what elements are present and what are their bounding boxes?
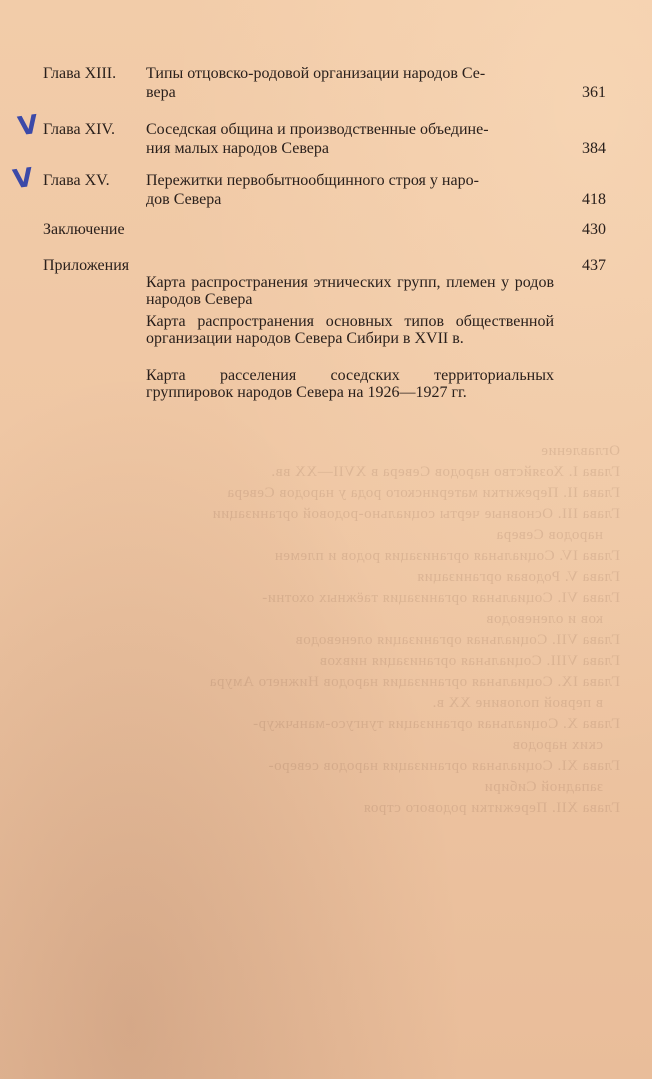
chapter-title: Соседская община и производственные объедине- bbox=[146, 121, 489, 138]
toc-entry-chapter-15 bbox=[0, 171, 652, 209]
chapter-title-continued: вера bbox=[146, 84, 176, 101]
bleed-through-text: Оглавление Глава I. Хозяйство народов Севера в XVII—XX вв. Глава II. Пережитки материнского рода у народов Севера Глава III. Основные черты социально-родовой организации народов Севера Глава IV. Социальная организация родов и племен Глава V. Родовая организация Глава VI. Социальная организация таёжных охотни- ков и оленеводов Глава VII. Социальная организация оленеводов Глава VIII. Социальная организация нивхов Глава IX. Социальная организация народов Нижнего Амура в первой половине XX в. Глава X. Социальная организация тунгусо-маньчжур- ских народов Глава XI. Социальная организация народов северо- западной Сибири Глава XII. Пережитки родового строя bbox=[209, 443, 620, 816]
appendix-item: Карта расселения соседских территориальных группировок народов Севера на 1926—1927 гг. bbox=[146, 367, 554, 401]
chapter-title-continued: дов Севера bbox=[146, 191, 222, 208]
toc-entry-chapter-14 bbox=[0, 120, 652, 158]
chapter-label: Глава XIII. bbox=[43, 65, 117, 82]
page-number: 437 bbox=[582, 257, 606, 274]
handwritten-check-mark: V bbox=[11, 162, 36, 196]
toc-entry-conclusion bbox=[0, 220, 652, 239]
appendix-item: Карта распространения основных типов общественной организации народов Севера Сибири в XVII в. bbox=[146, 313, 554, 347]
page-number: 361 bbox=[582, 84, 606, 101]
page-number: 418 bbox=[582, 191, 606, 208]
handwritten-check-mark: V bbox=[16, 109, 41, 143]
chapter-title-continued: ния малых народов Севера bbox=[146, 140, 330, 157]
chapter-title: Типы отцовско-родовой организации народов Се- bbox=[146, 65, 486, 82]
toc-entry-chapter-13 bbox=[0, 64, 652, 102]
section-label: Приложения bbox=[43, 257, 130, 274]
toc-entry-appendices bbox=[0, 256, 652, 275]
chapter-label: Глава XV. bbox=[43, 172, 110, 189]
chapter-title: Пережитки первобытнообщинного строя у наро- bbox=[146, 172, 479, 189]
chapter-label: Глава XIV. bbox=[43, 121, 115, 138]
appendix-item: Карта распространения этнических групп, племен у родов народов Севера bbox=[146, 274, 554, 308]
page-number: 430 bbox=[582, 221, 606, 238]
section-label: Заключение bbox=[43, 221, 125, 238]
page-number: 384 bbox=[582, 140, 606, 157]
